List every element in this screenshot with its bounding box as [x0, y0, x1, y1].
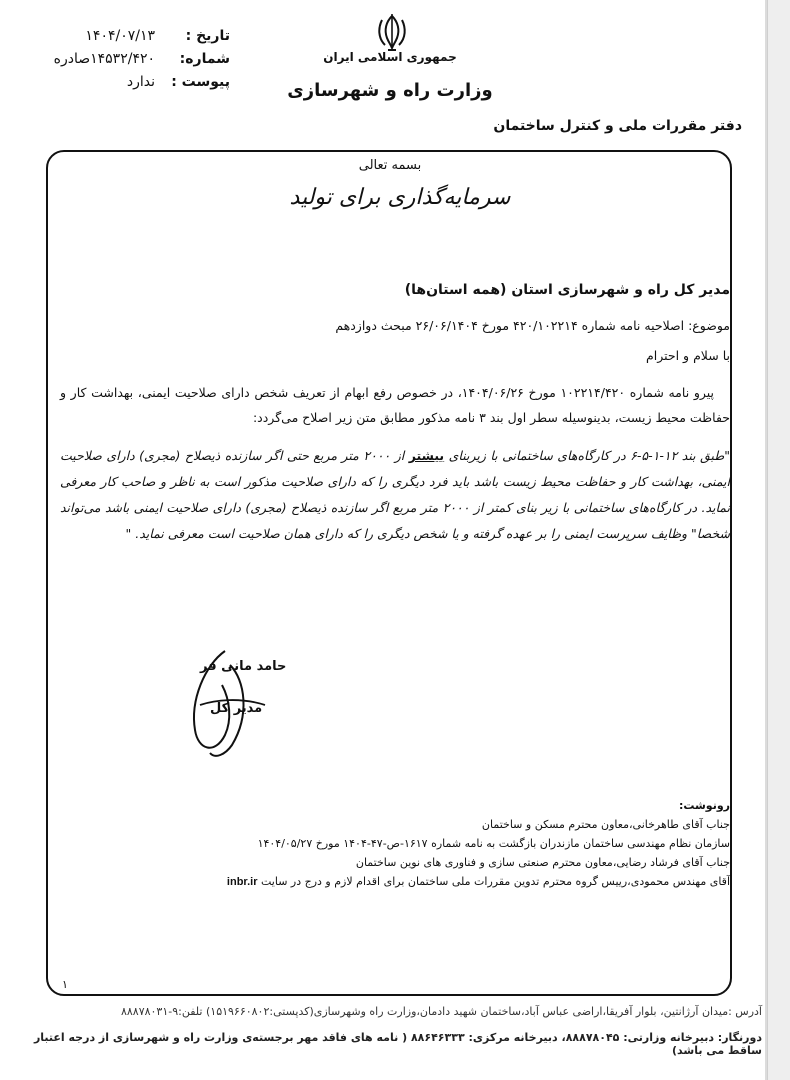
number-label: شماره:: [179, 51, 230, 67]
date-label: تاریخ :: [185, 28, 230, 44]
attachment-label: پیوست :: [171, 74, 230, 90]
body-paragraph: پیرو نامه شماره ۱۰۲۲۱۴/۴۲۰ مورخ ۱۴۰۴/۰۶/۲۶، در خصوص رفع ابهام از تعریف شخص دارای صلاحیت ایمنی، بهداشت کار و حفاظت محیط زیست، بدینوسیله سطر اول بند ۳ نامه مذکور مطابق متن زیر اصلاح می‌گردد:: [60, 385, 730, 425]
scan-edge: [767, 0, 790, 1080]
copy-recipient-1: جناب آقای طاهرخانی،معاون محترم مسکن و ساختمان: [481, 818, 730, 831]
office-title: دفتر مقررات ملی و کنترل ساختمان: [493, 118, 742, 134]
copy-recipient-4: [130, 872, 730, 892]
quote-part-2: از ۲۰۰۰ متر مربع حتی اگر سازنده ذیصلاح (مجری) دارای صلاحیت ایمنی، بهداشت کار و حفاظت محیط زیست باشد باید فرد دیگری را که دارای صلاحیت مذکور است به ناظر و صاحب کار معرفی نماید. در کارگاه‌های ساختمانی با زیر بنای کمتر از ۲۰۰۰ متر مربع اگر سازنده ذیصلاح (مجری) دارای صلاحیت ایمنی باشد می‌تواند شخصا" وظایف سرپرست ایمنی را بر عهده گرفته و یا شخص دیگری را که دارای همان صلاحیت است معرفی نماید. ": [60, 448, 730, 541]
bismillah: بسمه تعالی: [358, 158, 422, 173]
number-value: ۱۴۵۳۲/۴۲۰صادره: [53, 51, 155, 67]
ministry-title: وزارت راه و شهرسازی: [287, 80, 493, 101]
year-slogan: سرمایه‌گذاری برای تولید: [289, 185, 511, 210]
copy-recipient-4-text: آقای مهندس محمودی،رییس گروه محترم تدوین مقررات ملی ساختمان برای اقدام لازم و درج در سایت: [260, 875, 730, 888]
footer-fax: دورنگار: دبیرخانه وزارتی: ۸۸۸۷۸۰۴۵، دبیرخانه مرکزی: ۸۸۶۴۶۳۳۳ ( نامه های فاقد مهر برجسته‌ی وزارت راه و شهرسازی از درجه اعتبار ساقط می باشد): [33, 1031, 762, 1057]
date-value: ۱۴۰۴/۰۷/۱۳: [85, 28, 155, 44]
copy-recipient-3: جناب آقای فرشاد رضایی،معاون محترم صنعتی سازی و فناوری های نوین ساختمان: [355, 856, 730, 869]
addressee: مدیر کل راه و شهرسازی استان (همه استان‌ها): [404, 282, 730, 298]
quote-part-1: "طبق بند ۱۲-۱-۵-۶ در کارگاه‌های ساختمانی با زیربنای: [448, 448, 730, 463]
iran-emblem-icon: [375, 12, 409, 54]
signer-name: حامد مانی فر: [200, 659, 287, 674]
subject-line: موضوع: اصلاحیه نامه شماره ۴۲۰/۱۰۲۲۱۴ مورخ ۲۶/۰۶/۱۴۰۴ مبحث دوازدهم: [335, 318, 730, 333]
copies-section: [130, 796, 730, 892]
page-number: ۱: [62, 978, 68, 991]
amendment-quote: [60, 443, 730, 547]
quote-emphasis: بیشتر: [408, 448, 445, 463]
number-row: [30, 51, 230, 74]
copy-recipient-2: سازمان نظام مهندسی ساختمان مازندران بازگشت به نامه شماره ۱۶۱۷-ص-۴۷-۱۴۰۴ مورخ ۱۴۰۴/۰۵/۲۷: [257, 837, 730, 850]
signer-title: مدیر کل: [210, 701, 263, 716]
date-row: [30, 28, 230, 51]
greeting: با سلام و احترام: [646, 348, 730, 363]
attachment-value: ندارد: [126, 74, 155, 90]
site-link[interactable]: inbr.ir: [226, 876, 258, 888]
copies-heading: رونوشت:: [678, 799, 730, 812]
letter-meta: [30, 28, 230, 97]
republic-title: جمهوری اسلامی ایران: [323, 50, 457, 64]
footer-address: آدرس :میدان آرژانتین، بلوار آفریقا،اراضی عباس آباد،ساختمان شهید دادمان،وزارت راه وشهرسازی(کدپستی:۱۵۱۹۶۶۰۸۰۲) تلفن:۹-۸۸۸۷۸۰۳۱: [120, 1005, 762, 1018]
attachment-row: [30, 74, 230, 97]
